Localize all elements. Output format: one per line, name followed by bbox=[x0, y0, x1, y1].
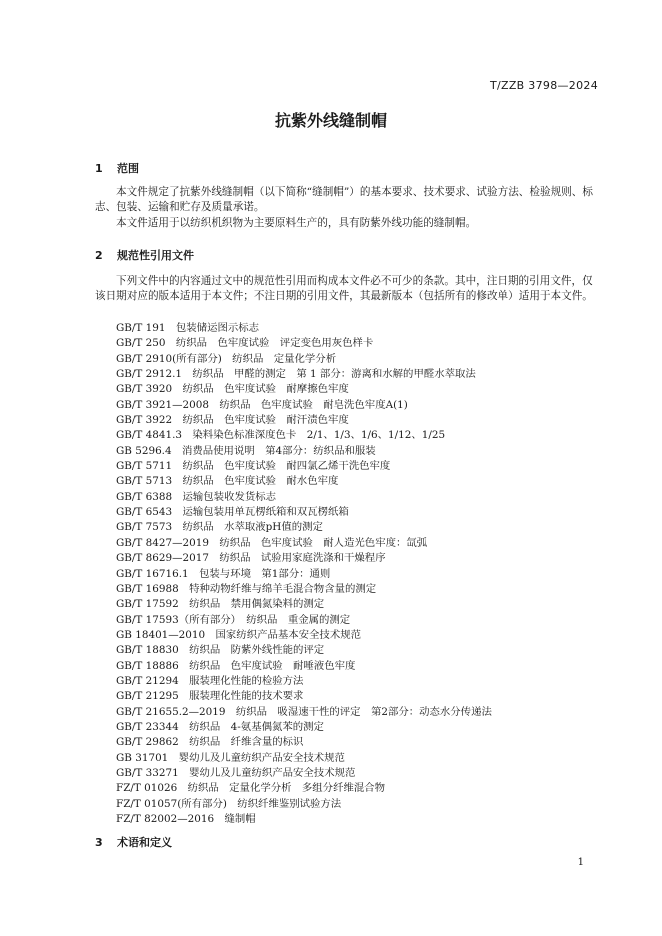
reference-item: FZ/T 01026 纺织品 定量化学分析 多组分纤维混合物 bbox=[116, 782, 386, 795]
section-2-paragraph-1: 下列文件中的内容通过文中的规范性引用而构成本文件必不可少的条款。其中，注日期的引用文件，仅该日期对应的版本适用于本文件；不注日期的引用文件，其最新版本（包括所有的修改单）适用于本文件。 bbox=[95, 275, 593, 303]
reference-item: GB/T 5711 纺织品 色牢度试验 耐四氯乙烯干洗色牢度 bbox=[116, 460, 391, 473]
reference-item: GB/T 21295 服装理化性能的技术要求 bbox=[116, 690, 304, 703]
section-title-text: 术语和定义 bbox=[117, 836, 172, 849]
reference-item: GB/T 3920 纺织品 色牢度试验 耐摩擦色牢度 bbox=[116, 383, 349, 396]
reference-item: GB/T 17593（所有部分） 纺织品 重金属的测定 bbox=[116, 613, 351, 626]
reference-item: GB/T 2912.1 纺织品 甲醛的测定 第 1 部分：游离和水解的甲醛水萃取法 bbox=[116, 368, 476, 381]
section-3-heading bbox=[95, 834, 172, 850]
reference-item: GB/T 5713 纺织品 色牢度试验 耐水色牢度 bbox=[116, 475, 339, 488]
reference-item: GB 18401—2010 国家纺织产品基本安全技术规范 bbox=[116, 628, 361, 641]
reference-item: GB/T 7573 纺织品 水萃取液pH值的测定 bbox=[116, 521, 323, 534]
standard-code: T/ZZB 3798—2024 bbox=[489, 79, 598, 92]
reference-item: GB/T 6388 运输包装收发货标志 bbox=[116, 490, 277, 503]
normative-reference-list bbox=[116, 321, 492, 827]
reference-item: GB/T 21294 服装理化性能的检验方法 bbox=[116, 674, 304, 687]
page-number: 1 bbox=[577, 857, 584, 868]
reference-item: GB/T 2910(所有部分) 纺织品 定量化学分析 bbox=[116, 352, 337, 365]
reference-item: GB/T 16716.1 包装与环境 第1部分：通则 bbox=[116, 567, 331, 580]
section-1-heading bbox=[95, 160, 139, 176]
section-1-paragraph-1: 本文件规定了抗紫外线缝制帽（以下简称“缝制帽”）的基本要求、技术要求、试验方法、检验规则、标志、包装、运输和贮存及质量承诺。 bbox=[95, 186, 593, 214]
section-number: 3 bbox=[95, 836, 103, 849]
reference-item: GB/T 18830 纺织品 防紫外线性能的评定 bbox=[116, 644, 325, 657]
section-2-heading bbox=[95, 247, 194, 263]
reference-item: GB/T 18886 纺织品 色牢度试验 耐唾液色牢度 bbox=[116, 659, 356, 672]
reference-item: FZ/T 01057(所有部分) 纺织纤维鉴别试验方法 bbox=[116, 797, 342, 810]
section-number: 1 bbox=[95, 162, 103, 175]
section-1-paragraph-2: 本文件适用于以纺织机织物为主要原料生产的，具有防紫外线功能的缝制帽。 bbox=[116, 217, 477, 229]
reference-item: GB/T 21655.2—2019 纺织品 吸湿速干性的评定 第2部分：动态水分传递法 bbox=[116, 705, 492, 718]
document-title: 抗紫外线缝制帽 bbox=[274, 111, 387, 130]
reference-item: GB/T 17592 纺织品 禁用偶氮染料的测定 bbox=[116, 598, 325, 611]
reference-item: GB/T 3921—2008 纺织品 色牢度试验 耐皂洗色牢度A(1) bbox=[116, 398, 408, 411]
section-title-text: 规范性引用文件 bbox=[117, 249, 194, 262]
reference-item: GB/T 29862 纺织品 纤维含量的标识 bbox=[116, 736, 304, 749]
reference-item: GB 31701 婴幼儿及儿童纺织产品安全技术规范 bbox=[116, 751, 345, 764]
reference-item: GB/T 4841.3 染料染色标准深度色卡 2/1、1/3、1/6、1/12、1/25 bbox=[116, 429, 446, 442]
section-title-text: 范围 bbox=[117, 162, 139, 175]
reference-item: GB/T 23344 纺织品 4-氨基偶氮苯的测定 bbox=[116, 720, 324, 733]
reference-item: GB/T 8629—2017 纺织品 试验用家庭洗涤和干燥程序 bbox=[116, 552, 386, 565]
reference-item: GB/T 8427—2019 纺织品 色牢度试验 耐人造光色牢度：氙弧 bbox=[116, 536, 428, 549]
reference-item: GB/T 3922 纺织品 色牢度试验 耐汗渍色牢度 bbox=[116, 414, 349, 427]
reference-item: GB 5296.4 消费品使用说明 第4部分：纺织品和服装 bbox=[116, 444, 376, 457]
reference-item: GB/T 250 纺织品 色牢度试验 评定变色用灰色样卡 bbox=[116, 337, 374, 350]
reference-item: GB/T 6543 运输包装用单瓦楞纸箱和双瓦楞纸箱 bbox=[116, 506, 349, 519]
reference-item: FZ/T 82002—2016 缝制帽 bbox=[116, 813, 256, 825]
reference-item: GB/T 33271 婴幼儿及儿童纺织产品安全技术规范 bbox=[116, 766, 356, 779]
section-number: 2 bbox=[95, 249, 103, 262]
reference-item: GB/T 16988 特种动物纤维与绵羊毛混合物含量的测定 bbox=[116, 582, 377, 595]
reference-item: GB/T 191 包装储运图示标志 bbox=[116, 322, 260, 334]
